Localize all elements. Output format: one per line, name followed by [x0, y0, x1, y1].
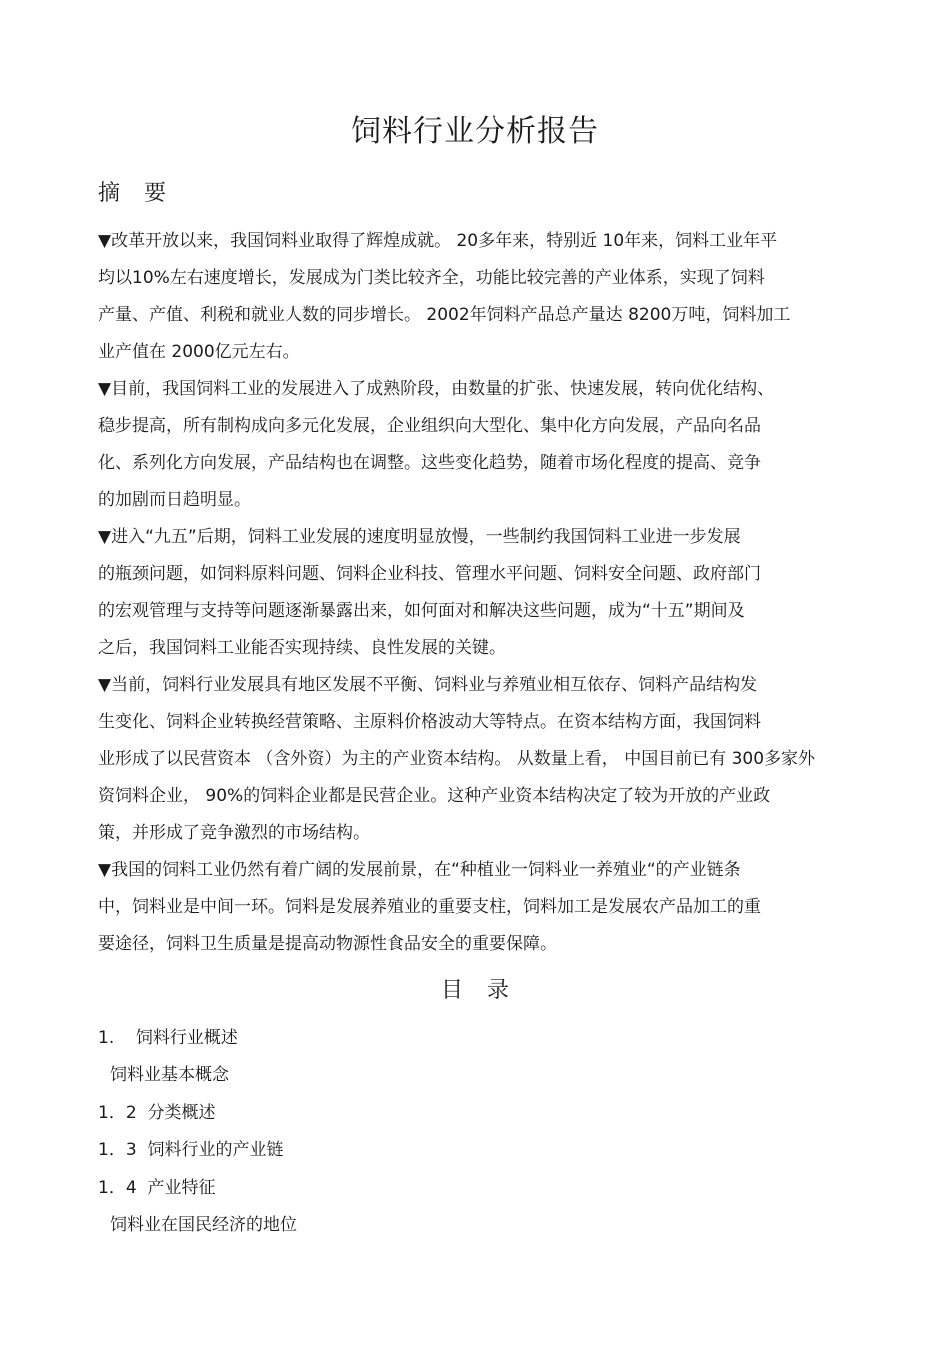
abstract-body — [98, 223, 858, 963]
toc-item: 1．2 分类概述 — [98, 1102, 216, 1123]
abstract-heading: 摘要 — [98, 181, 191, 206]
abstract-line: 要途径，饲料卫生质量是提高动物源性食品安全的重要保障。 — [98, 934, 557, 954]
abstract-line: 产量、产值、利税和就业人数的同步增长。 2002年饲料产品总产量达 8200万吨，饲料加工 — [98, 305, 791, 325]
toc-item: 1．3 饲料行业的产业链 — [98, 1140, 284, 1161]
abstract-line: 均以10%左右速度增长，发展成为门类比较齐全，功能比较完善的产业体系，实现了饲料 — [98, 268, 765, 288]
table-of-contents — [98, 1020, 798, 1244]
abstract-line: 稳步提高，所有制构成向多元化发展，企业组织向大型化、集中化方向发展，产品向名品 — [98, 416, 761, 436]
toc-item: 1. 饲料行业概述 — [98, 1028, 238, 1048]
abstract-line: ▼目前，我国饲料工业的发展进入了成熟阶段，由数量的扩张、快速发展，转向优化结构、 — [98, 379, 775, 399]
abstract-line: ▼进入“九五”后期，饲料工业发展的速度明显放慢，一些制约我国饲料工业进一步发展 — [98, 527, 741, 547]
abstract-line: 策，并形成了竞争激烈的市场结构。 — [98, 823, 370, 843]
document-title: 饲料行业分析报告 — [351, 114, 599, 149]
abstract-line: ▼我国的饲料工业仍然有着广阔的发展前景，在“种植业一饲料业一养殖业“的产业链条 — [98, 860, 741, 880]
toc-item: 饲料业基本概念 — [110, 1065, 229, 1086]
abstract-line: ▼当前，饲料行业发展具有地区发展不平衡、饲料业与养殖业相互依存、饲料产品结构发 — [98, 675, 758, 695]
toc-item: 饲料业在国民经济的地位 — [110, 1214, 297, 1235]
abstract-line: 资饲料企业， 90%的饲料企业都是民营企业。这种产业资本结构决定了较为开放的产业政 — [98, 786, 771, 806]
abstract-line: 业产值在 2000亿元左右。 — [98, 342, 300, 362]
abstract-line: 之后，我国饲料工业能否实现持续、良性发展的关键。 — [98, 638, 506, 658]
toc-heading: 目录 — [440, 978, 533, 1003]
abstract-line: 中，饲料业是中间一环。饲料是发展养殖业的重要支柱，饲料加工是发展农产品加工的重 — [98, 897, 761, 917]
abstract-line: 的宏观管理与支持等问题逐渐暴露出来，如何面对和解决这些问题，成为“十五”期间及 — [98, 601, 745, 621]
abstract-line: 的瓶颈问题，如饲料原料问题、饲料企业科技、管理水平问题、饲料安全问题、政府部门 — [98, 564, 761, 584]
abstract-line: 的加剧而日趋明显。 — [98, 490, 251, 510]
abstract-line: 化、系列化方向发展，产品结构也在调整。这些变化趋势，随着市场化程度的提高、竞争 — [98, 453, 761, 473]
toc-item: 1．4 产业特征 — [98, 1177, 216, 1198]
abstract-line: 业形成了以民营资本 （含外资）为主的产业资本结构。 从数量上看， 中国目前已有 300多家外 — [98, 749, 816, 769]
abstract-line: 生变化、饲料企业转换经营策略、主原料价格波动大等特点。在资本结构方面，我国饲料 — [98, 712, 761, 732]
abstract-line: ▼改革开放以来，我国饲料业取得了辉煌成就。 20多年来，特别近 10年来，饲料工业年平 — [98, 231, 778, 251]
